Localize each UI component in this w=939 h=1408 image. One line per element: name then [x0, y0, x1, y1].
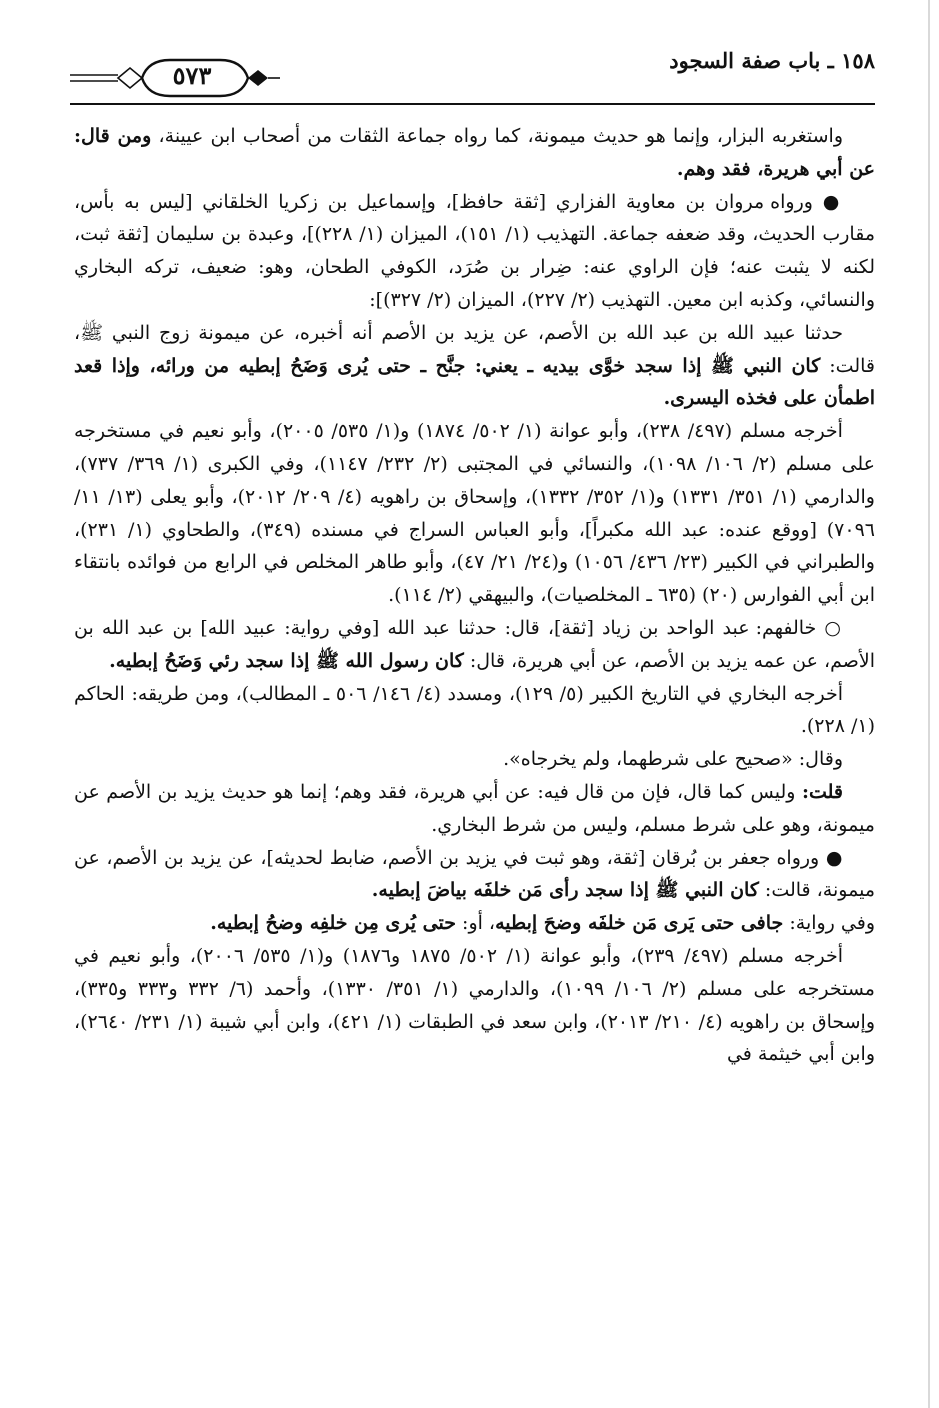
hakim-quote: وقال: «صحيح على شرطهما، ولم يخرجاه».	[503, 748, 843, 771]
hadith-text-3: كان النبي ﷺ إذا سجد رأى مَن خلفَه بياضَ إبطيه.	[371, 879, 759, 902]
page-header	[70, 44, 875, 104]
filled-bullet-icon-2: ●	[825, 846, 843, 869]
paragraph-1-emphasis: ومن قال: عن أبي هريرة، فقد وهم.	[74, 125, 875, 180]
hollow-bullet-icon: ○	[824, 616, 843, 639]
hadith-text-2: كان رسول الله ﷺ إذا سجد رئي وَضَحُ إبطيه.	[109, 649, 464, 672]
riwaya-text-1: جافى حتى يَرى مَن خلفَه وضحَ إبطيه	[495, 912, 784, 935]
paragraph-4	[74, 415, 875, 612]
paragraph-11	[74, 940, 875, 1071]
paragraph-2-text: ورواه مروان بن معاوية الفزاري [ثقة حافظ]، وإسماعيل بن زكريا الخلقاني [ليس به بأس، مقارب الحديث، وقد ضعفه جماعة. التهذيب (١/ ١٥١)، الميزان (١/ ٢٢٨)]، وعبدة بن سليمان [ثقة ثبت، لكنه لا يثبت عنه؛ فإن الراوي عنه: ضِرار بن صُرَد، الكوفي الطحان، وهو: ضعيف، تركه البخاري والنسائي، وكذبه ابن معين. التهذيب (٢/ ٢٢٧)، الميزان (٢/ ٣٢٧)]:	[74, 190, 876, 311]
riwaya-label: وفي رواية:	[783, 912, 875, 935]
paragraph-5-text: خالفهم: عبد الواحد بن زياد [ثقة]، قال: حدثنا عبد الله [وفي رواية: عبيد الله] بن عبد الله بن الأصم، عن عمه يزيد بن الأصم، عن أبي هريرة، قال:	[74, 616, 875, 672]
header-rule	[70, 103, 875, 105]
paragraph-5	[74, 612, 875, 678]
takhrij-1: أخرجه مسلم (٤٩٧/ ٢٣٨)، وأبو عوانة (١/ ٥٠٢/ ١٨٧٤) و(١/ ٥٣٥/ ٢٠٠٥)، وأبو نعيم في مستخرجه على مسلم (٢/ ١٠٦/ ١٠٩٨)، والنسائي في المجتبى (٢/ ٢٣٢/ ١١٤٧)، وفي الكبرى (١/ ٣٦٩/ ٧٣٧)، والدارمي (١/ ٣٥١/ ١٣٣١) و(١/ ٣٥٢/ ١٣٣٢)، وإسحاق بن راهويه (٤/ ٢٠٩/ ٢٠١٢)، وأبو يعلى (١٣/ ١١/ ٧٠٩٦) [ووقع عنده: عبد الله مكبراً]، وأبو العباس السراج في مسنده (٣٤٩)، والطحاوي (١/ ٢٣١)، والطبراني في الكبير (٢٣/ ٤٣٦/ ١٠٥٦) و(٢٤/ ٢١/ ٤٧)، وأبو طاهر المخلص في الرابع من فوائده بانتقاء ابن أبي الفوارس (٢٠) (٦٣٥ ـ المخلصيات)، والبيهقي (٢/ ١١٤).	[74, 420, 875, 607]
paragraph-6	[74, 678, 875, 744]
hadith-text-1: كان النبي ﷺ إذا سجد خوَّى بيديه ـ يعني: جنَّح ـ حتى يُرى وَضَحُ إبطيه من ورائه، وإذا قعد اطمأن على فخذه اليسرى.	[74, 354, 875, 410]
scan-edge-divider	[928, 0, 930, 1408]
paragraph-9-text: ورواه جعفر بن بُرقان [ثقة، وهو ثبت في يزيد بن الأصم، ضابط لحديثه]، عن يزيد بن الأصم، عن ميمونة، قالت:	[74, 846, 875, 902]
takhrij-2: أخرجه البخاري في التاريخ الكبير (٥/ ١٢٩)، ومسدد (٤/ ١٤٦/ ٥٠٦ ـ المطالب)، ومن طريقه: الحاكم (١/ ٢٢٨).	[74, 682, 875, 738]
filled-bullet-icon: ●	[822, 190, 843, 213]
paragraph-3	[74, 317, 875, 415]
paragraph-3-text: حدثنا عبيد الله بن عبد الله بن الأصم، عن يزيد بن الأصم أنه أخبره، عن ميمونة زوج النبي ﷺ، قالت:	[74, 321, 875, 377]
paragraph-8	[74, 776, 875, 842]
paragraph-1-text: واستغربه البزار، وإنما هو حديث ميمونة، كما رواه جماعة الثقات من أصحاب ابن عيينة،	[151, 125, 844, 147]
paragraph-9	[74, 842, 875, 908]
page-number: ٥٧٣	[172, 61, 212, 90]
riwaya-text-2: حتى يُرى مِن خلفِه وضحُ إبطيه.	[210, 912, 456, 935]
paragraph-2	[74, 186, 875, 317]
qultu-label: قلت:	[801, 780, 843, 803]
riwaya-sep: ، أو:	[456, 912, 496, 935]
paragraph-7	[74, 743, 875, 776]
page-number-badge	[70, 56, 280, 100]
page-body	[74, 120, 875, 1380]
takhrij-3: أخرجه مسلم (٤٩٧/ ٢٣٩)، وأبو عوانة (١/ ٥٠٢/ ١٨٧٥ و١٨٧٦) و(١/ ٥٣٥/ ٢٠٠٦)، وأبو نعيم في مستخرجه على مسلم (٢/ ١٠٦/ ١٠٩٩)، والدارمي (١/ ٣٥١/ ١٣٣٠)، وأحمد (٦/ ٣٣٢ و٣٣٣ و٣٣٥)، وإسحاق بن راهويه (٤/ ٢١٠/ ٢٠١٣)، وابن سعد في الطبقات (١/ ٤٢١)، وابن أبي شيبة (١/ ٢٣١/ ٢٦٤٠)، وابن أبي خيثمة في	[74, 944, 876, 1066]
running-title: ١٥٨ ـ باب صفة السجود	[669, 48, 875, 73]
paragraph-8-text: وليس كما قال، فإن من قال فيه: عن أبي هريرة، فقد وهم؛ إنما هو حديث يزيد بن الأصم عن ميمونة، وهو على شرط مسلم، وليس من شرط البخاري.	[74, 780, 875, 836]
paragraph-1	[74, 120, 875, 186]
paragraph-10	[74, 907, 875, 940]
